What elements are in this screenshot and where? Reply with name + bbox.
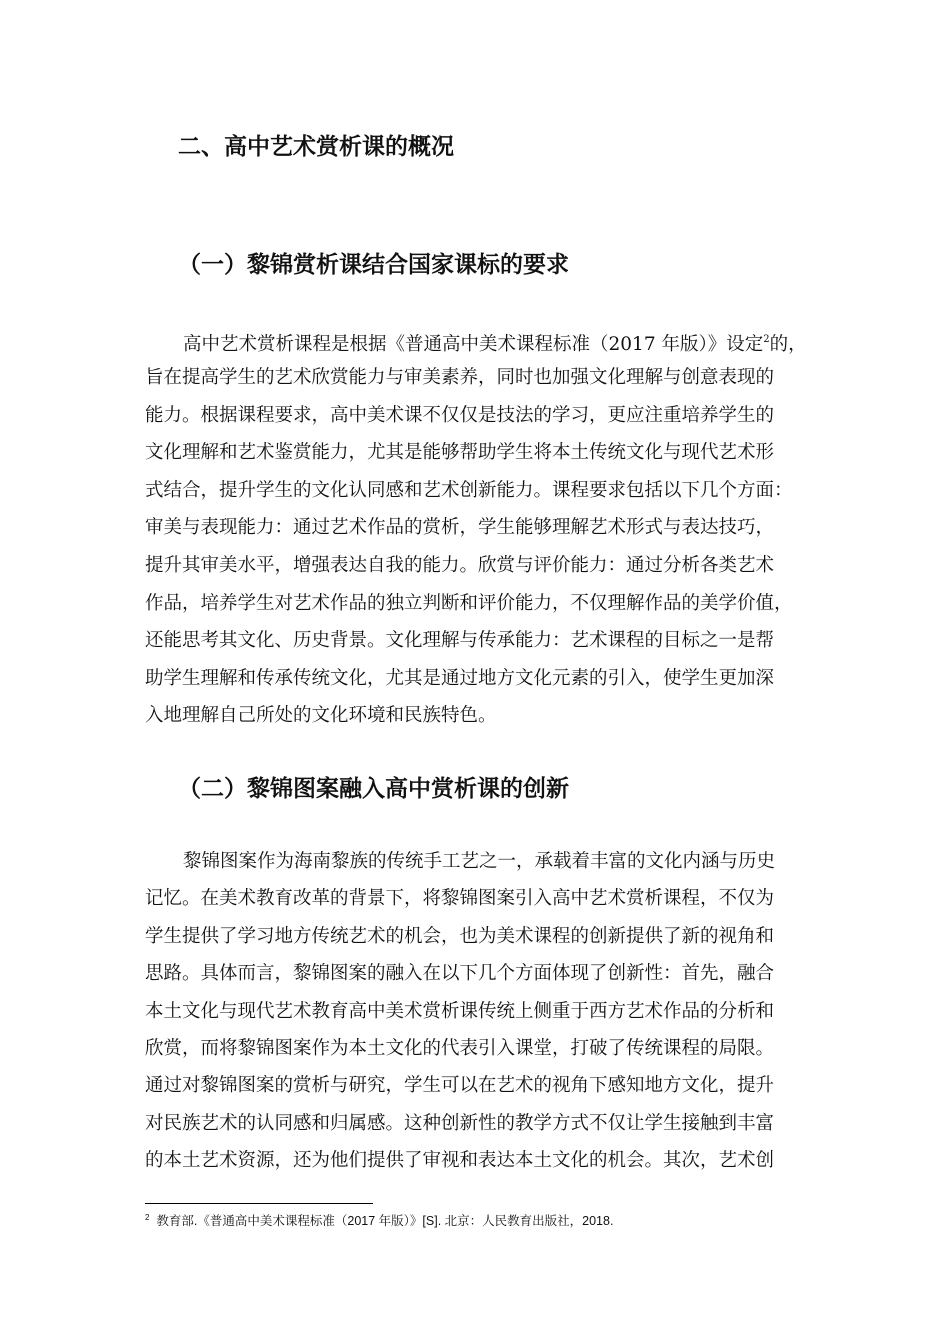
paragraph-line: 文化理解和艺术鉴赏能力，尤其是能够帮助学生将本土传统文化与现代艺术形 [145,442,775,464]
paragraph-line: 高中艺术赏析课程是根据《普通高中美术课程标准（2017 年版）》设定$^2$的， [183,334,807,355]
paragraph-line: 对民族艺术的认同感和归属感。这种创新性的教学方式不仅让学生接触到丰富 [145,1112,775,1134]
paragraph-line: 审美与表现能力：通过艺术作品的赏析，学生能够理解艺术形式与表达技巧， [145,517,775,539]
paragraph-line: 思路。具体而言，黎锦图案的融入在以下几个方面体现了创新性：首先，融合 [145,963,775,985]
paragraph-line: 能力。根据课程要求，高中美术课不仅仅是技法的学习，更应注重培养学生的 [145,404,775,426]
paragraph-line: 入地理解自己所处的文化环境和民族特色。 [145,705,497,727]
paragraph-line: 作品，培养学生对艺术作品的独立判断和评价能力，不仅理解作品的美学价值， [145,592,793,614]
paragraph-line: 学生提供了学习地方传统艺术的机会，也为美术课程的创新提供了新的视角和 [145,925,775,947]
paragraph-line: 提升其审美水平，增强表达自我的能力。欣赏与评价能力：通过分析各类艺术 [145,555,775,576]
paragraph-line: 本土文化与现代艺术教育高中美术赏析课传统上侧重于西方艺术作品的分析和 [145,1000,775,1022]
subsection-title: （一）黎锦赏析课结合国家课标的要求 [178,252,569,278]
paragraph-line: 的本土艺术资源，还为他们提供了审视和表达本土文化的机会。其次，艺术创 [145,1150,775,1172]
section-title: 二、高中艺术赏析课的概况 [178,134,454,160]
paragraph-line: 式结合，提升学生的文化认同感和艺术创新能力。课程要求包括以下几个方面： [145,479,793,501]
footnote: $^2$ 教育部.《普通高中美术课程标准（2017 年版）》[S]. 北京：人民教育出版社，2018. [145,1213,614,1228]
footnote-ref[interactable]: 2 [763,334,770,345]
paragraph-line: 黎锦图案作为海南黎族的传统手工艺之一，承载着丰富的文化内涵与历史 [183,851,776,872]
paragraph-line: 旨在提高学生的艺术欣赏能力与审美素养，同时也加强文化理解与创意表现的 [145,367,775,388]
paragraph-line: 通过对黎锦图案的赏析与研究，学生可以在艺术的视角下感知地方文化，提升 [145,1075,775,1097]
subsection-title: （二）黎锦图案融入高中赏析课的创新 [178,776,569,802]
paragraph-line: 记忆。在美术教育改革的背景下，将黎锦图案引入高中艺术赏析课程，不仅为 [145,888,775,910]
paragraph-line: 欣赏，而将黎锦图案作为本土文化的代表引入课堂，打破了传统课程的局限。 [145,1038,775,1059]
footnote-divider [145,1203,373,1204]
paragraph-line: 还能思考其文化、历史背景。文化理解与传承能力：艺术课程的目标之一是帮 [145,630,775,652]
paragraph-line: 助学生理解和传承传统文化，尤其是通过地方文化元素的引入，使学生更加深 [145,667,775,689]
